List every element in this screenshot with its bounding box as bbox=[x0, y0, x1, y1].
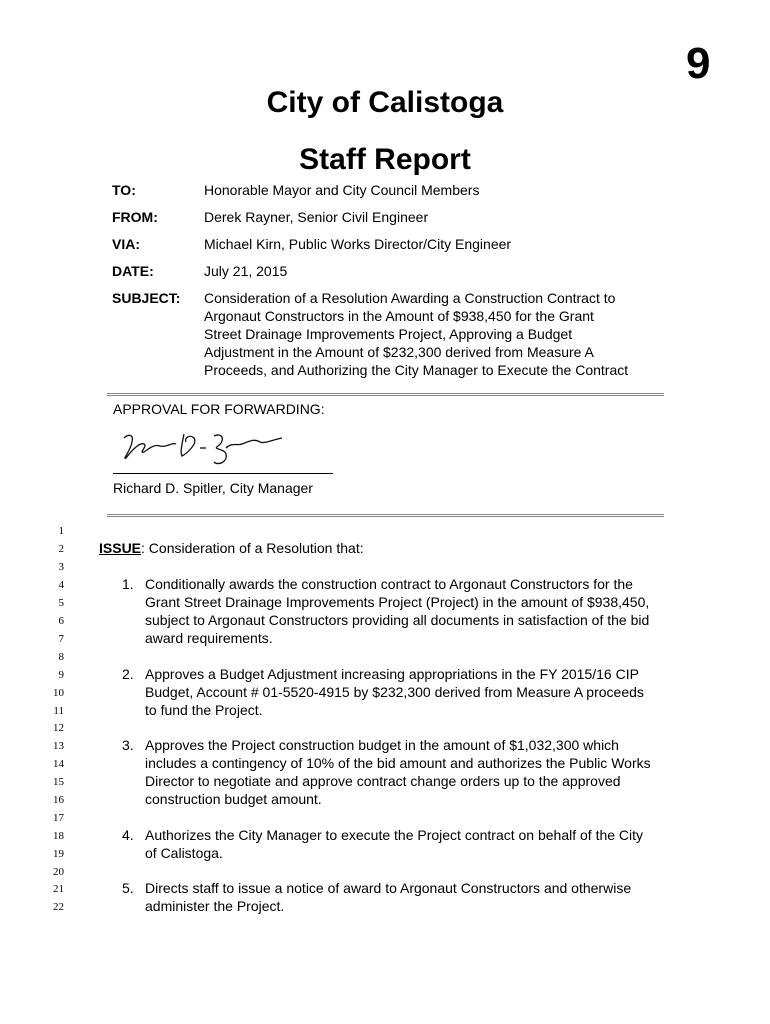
subject-line: Argonaut Constructors in the Amount of $938,450 for the Grant bbox=[204, 308, 594, 324]
line-number: 7 bbox=[58, 633, 64, 645]
line-number: 1 bbox=[58, 525, 64, 537]
subject-line: Adjustment in the Amount of $232,300 derived from Measure A bbox=[204, 344, 594, 360]
line-number: 2 bbox=[58, 543, 64, 555]
signature bbox=[114, 420, 294, 468]
item-line: Budget, Account # 01-5520-4915 by $232,300 derived from Measure A proceeds bbox=[145, 684, 644, 700]
divider-rule bbox=[107, 514, 664, 517]
issue-heading bbox=[99, 539, 364, 557]
line-number: 16 bbox=[53, 794, 64, 806]
item-line: includes a contingency of 10% of the bid amount and authorizes the Public Works bbox=[145, 755, 651, 771]
item-line: to fund the Project. bbox=[145, 702, 263, 718]
divider-rule bbox=[107, 393, 664, 396]
item-line: subject to Argonaut Constructors providing all documents in satisfaction of the bid bbox=[145, 612, 650, 628]
item-number: 5. bbox=[122, 880, 134, 896]
item-line: administer the Project. bbox=[145, 898, 285, 914]
line-number: 22 bbox=[53, 901, 64, 913]
line-number: 14 bbox=[53, 758, 64, 770]
line-number: 17 bbox=[53, 812, 64, 824]
header-label: VIA: bbox=[112, 236, 140, 252]
line-number: 21 bbox=[53, 883, 64, 895]
header-value: Michael Kirn, Public Works Director/City Engineer bbox=[204, 236, 512, 252]
subject-line: Consideration of a Resolution Awarding a Construction Contract to bbox=[204, 290, 616, 306]
header-value: July 21, 2015 bbox=[204, 263, 288, 279]
item-line: Approves a Budget Adjustment increasing appropriations in the FY 2015/16 CIP bbox=[145, 666, 639, 682]
line-number: 19 bbox=[53, 848, 64, 860]
item-line: Authorizes the City Manager to execute the Project contract on behalf of the City bbox=[145, 827, 644, 843]
line-number: 3 bbox=[58, 561, 64, 573]
item-number: 3. bbox=[122, 737, 134, 753]
item-line: Conditionally awards the construction contract to Argonaut Constructors for the bbox=[145, 576, 633, 592]
header-label: DATE: bbox=[112, 263, 154, 279]
line-number: 9 bbox=[58, 669, 64, 681]
line-number: 8 bbox=[58, 651, 64, 663]
header-label: TO: bbox=[112, 182, 136, 198]
line-number: 6 bbox=[58, 615, 64, 627]
line-number: 5 bbox=[58, 597, 64, 609]
header-value: Honorable Mayor and City Council Members bbox=[204, 182, 480, 198]
approval-label: APPROVAL FOR FORWARDING: bbox=[113, 401, 325, 417]
item-line: of Calistoga. bbox=[145, 845, 223, 861]
item-line: Directs staff to issue a notice of award to Argonaut Constructors and otherwise bbox=[145, 880, 632, 896]
line-number: 15 bbox=[53, 776, 64, 788]
item-number: 2. bbox=[122, 666, 134, 682]
header-value: Derek Rayner, Senior Civil Engineer bbox=[204, 209, 429, 225]
issue-label: ISSUE bbox=[99, 540, 142, 556]
page-number: 9 bbox=[686, 39, 711, 88]
item-line: Director to negotiate and approve contract change orders up to the approved bbox=[145, 773, 621, 789]
city-title: City of Calistoga bbox=[266, 86, 504, 119]
item-line: construction budget amount. bbox=[145, 791, 322, 807]
signer-name: Richard D. Spitler, City Manager bbox=[113, 480, 313, 496]
line-number: 18 bbox=[53, 830, 64, 842]
subject-line: Proceeds, and Authorizing the City Manager to Execute the Contract bbox=[204, 362, 629, 378]
report-title: Staff Report bbox=[299, 143, 471, 176]
line-number: 20 bbox=[53, 866, 64, 878]
header-label: SUBJECT: bbox=[112, 290, 181, 306]
line-number: 10 bbox=[53, 687, 64, 699]
line-number: 12 bbox=[53, 722, 64, 734]
line-number: 11 bbox=[53, 705, 64, 717]
line-number: 13 bbox=[53, 740, 64, 752]
issue-text: : Consideration of a Resolution that: bbox=[141, 540, 364, 556]
item-line: award requirements. bbox=[145, 630, 273, 646]
item-line: Approves the Project construction budget in the amount of $1,032,300 which bbox=[145, 737, 619, 753]
signature-line bbox=[113, 473, 333, 474]
item-number: 1. bbox=[122, 576, 134, 592]
header-label: FROM: bbox=[112, 209, 158, 225]
line-number: 4 bbox=[58, 579, 64, 591]
subject-line: Street Drainage Improvements Project, Approving a Budget bbox=[204, 326, 573, 342]
item-number: 4. bbox=[122, 827, 134, 843]
item-line: Grant Street Drainage Improvements Project (Project) in the amount of $938,450, bbox=[145, 594, 650, 610]
